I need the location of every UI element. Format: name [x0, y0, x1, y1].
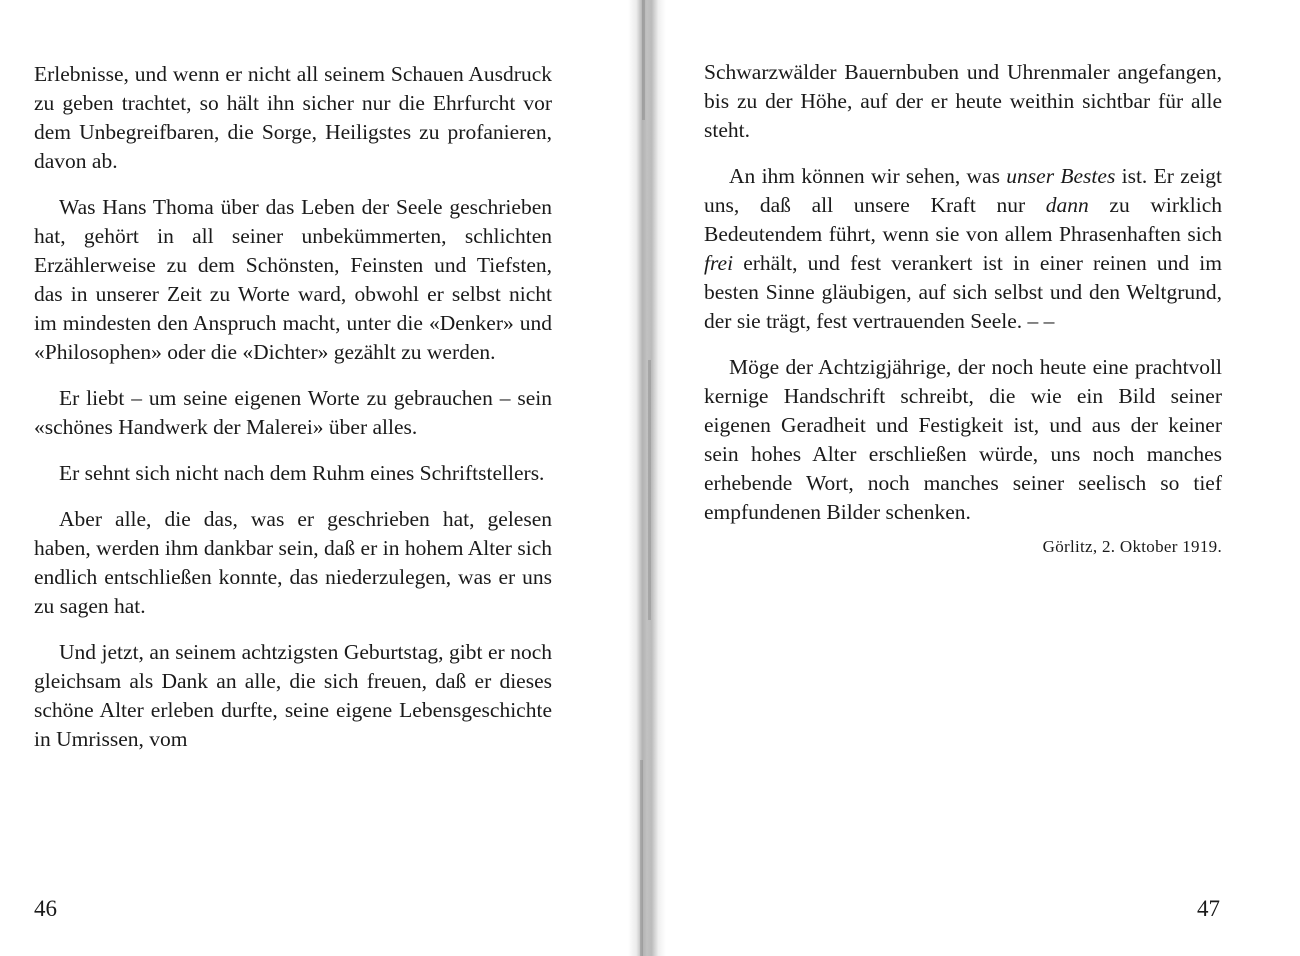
- gutter-streak: [640, 760, 643, 956]
- paragraph: Erlebnisse, und wenn er nicht all seinem Schauen Ausdruck zu geben trachtet, so hält ihn sicher nur die Ehrfurcht vor dem Unbegreifbaren, die Sorge, Heiligstes zu profanieren, davon ab.: [34, 62, 552, 173]
- text-run: An ihm können wir sehen, was: [729, 164, 1007, 188]
- emphasis: frei: [704, 251, 734, 275]
- right-page: [660, 0, 1300, 956]
- text-run: ist. Er zeigt uns, daß all unsere Kraft nur: [704, 164, 1222, 217]
- gutter-streak: [648, 360, 651, 620]
- paragraph: Möge der Achtzigjährige, der noch heute eine prachtvoll kernige Handschrift schreibt, die wie ein Bild seiner eigenen Geradheit und Festigkeit ist, und aus der keiner sein hohes Alter erschließen würde, uns noch manches erhebende Wort, noch manches seiner seelisch so tief empfundenen Bilder schenken.: [704, 355, 1222, 524]
- paragraph: Er liebt – um seine eigenen Worte zu gebrauchen – sein «schönes Handwerk der Malerei» über alles.: [34, 386, 552, 439]
- emphasis: unser Bestes: [1006, 164, 1116, 188]
- emphasis: dann: [1045, 193, 1089, 217]
- place-date: Görlitz, 2. Oktober 1919.: [1042, 537, 1222, 556]
- right-page-text: [704, 58, 1222, 559]
- page-number-right: 47: [1197, 896, 1220, 921]
- left-page: [0, 0, 640, 956]
- paragraph: Schwarzwälder Bauernbuben und Uhrenmaler angefangen, bis zu der Höhe, auf der er heute weithin sichtbar für alle steht.: [704, 60, 1222, 142]
- text-run: erhält, und fest verankert ist in einer reinen und im besten Sinne gläubigen, auf sich selbst und den Weltgrund, der sie trägt, fest vertrauenden Seele. – –: [704, 251, 1222, 333]
- text-run: zu wirklich Bedeutendem führt, wenn sie von allem Phrasenhaften sich: [704, 193, 1222, 246]
- paragraph: Er sehnt sich nicht nach dem Ruhm eines Schriftstellers.: [59, 461, 545, 485]
- gutter-streak: [642, 0, 645, 120]
- left-page-text: [34, 60, 552, 771]
- paragraph: Aber alle, die das, was er geschrieben hat, gelesen haben, werden ihm dankbar sein, daß er in hohem Alter sich endlich entschließen konnte, das niederzulegen, was er uns zu sagen hat.: [34, 507, 552, 618]
- paragraph: [704, 162, 1222, 336]
- page-number-left: 46: [34, 896, 57, 921]
- paragraph: Und jetzt, an seinem achtzigsten Geburtstag, gibt er noch gleichsam als Dank an alle, die sich freuen, daß er dieses schöne Alter erleben durfte, seine eigene Lebensgeschichte in Umrissen, vom: [34, 640, 552, 751]
- paragraph: Was Hans Thoma über das Leben der Seele geschrieben hat, gehört in all seiner unbekümmerten, schlichten Erzählerweise zu dem Schönsten, Feinsten und Tiefsten, das in unserer Zeit zu Worte ward, obwohl er selbst nicht im mindesten den Anspruch macht, unter die «Denker» und «Philosophen» oder die «Dichter» gezählt zu werden.: [34, 195, 552, 364]
